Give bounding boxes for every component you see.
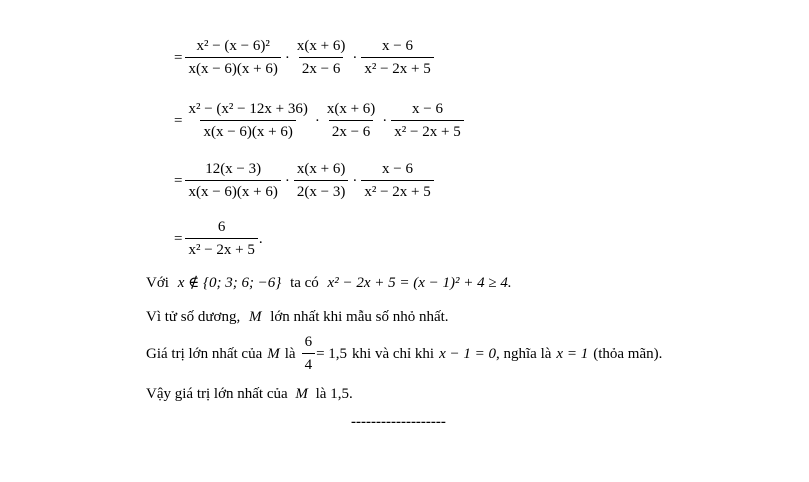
equation-step-1 — [174, 37, 435, 78]
fraction-numerator: x − 6 — [382, 161, 414, 177]
fraction-denominator: 4 — [302, 353, 316, 374]
text-satisfied: (thỏa mãn). — [593, 345, 663, 362]
math-var-m: M — [248, 309, 262, 325]
text-line-max — [146, 333, 662, 374]
fraction-numerator: x − 6 — [412, 101, 443, 117]
text-conclusion: Vậy giá trị lớn nhất của — [146, 386, 288, 402]
equals-sign: = — [174, 112, 183, 129]
fraction-2 — [294, 160, 348, 201]
fraction-1 — [185, 100, 310, 141]
fraction-result — [185, 218, 257, 259]
fraction-3 — [361, 37, 433, 78]
fraction-denominator: x² − 2x + 5 — [391, 120, 463, 141]
fraction-numerator: x(x + 6) — [326, 101, 376, 117]
fraction-numerator: 12(x − 3) — [205, 161, 262, 177]
period: . — [258, 230, 263, 247]
equals-sign: = — [174, 49, 183, 66]
text-line-condition — [146, 273, 512, 293]
equals-sign: = — [174, 230, 183, 247]
math-condition: x ∉ {0; 3; 6; −6} — [177, 275, 282, 291]
fraction-3 — [361, 160, 433, 201]
text-with: Với — [146, 275, 169, 291]
fraction-denominator: x² − 2x + 5 — [361, 180, 433, 201]
multiply-dot: · — [352, 172, 358, 189]
math-value: = 1,5 — [316, 345, 348, 362]
text-we-have: ta có — [290, 275, 319, 291]
fraction-numerator: x(x + 6) — [296, 161, 346, 177]
text-max-of: Giá trị lớn nhất của — [146, 345, 263, 362]
fraction-numerator: x² − (x² − 12x + 36) — [188, 101, 308, 117]
fraction-1 — [185, 37, 280, 78]
fraction-denominator: 2x − 6 — [299, 57, 343, 78]
text-iff: khi và chỉ khi — [352, 345, 435, 362]
fraction-denominator: x² − 2x + 5 — [361, 57, 433, 78]
math-condition: x − 1 = 0 — [439, 345, 497, 362]
fraction-numerator: 6 — [217, 219, 226, 235]
math-solution: x = 1 — [556, 345, 589, 362]
fraction-six-fourths — [302, 333, 316, 374]
fraction-numerator: 6 — [304, 334, 313, 350]
fraction-denominator: x² − 2x + 5 — [185, 238, 257, 259]
text-line-reason — [146, 307, 449, 327]
text-value: là 1,5. — [315, 386, 353, 402]
math-var-m: M — [267, 345, 280, 362]
fraction-denominator: x(x − 6)(x + 6) — [185, 57, 280, 78]
separator-line: ------------------- — [351, 414, 446, 430]
fraction-denominator: x(x − 6)(x + 6) — [185, 180, 280, 201]
fraction-1 — [185, 160, 280, 201]
multiply-dot: · — [284, 172, 290, 189]
fraction-denominator: x(x − 6)(x + 6) — [200, 120, 295, 141]
fraction-denominator: 2x − 6 — [329, 120, 373, 141]
fraction-numerator: x − 6 — [382, 38, 414, 54]
fraction-2 — [294, 37, 348, 78]
fraction-numerator: x² − (x − 6)² — [196, 38, 270, 54]
text-largest-when: lớn nhất khi mẫu số nhỏ nhất. — [270, 309, 449, 325]
fraction-numerator: x(x + 6) — [296, 38, 346, 54]
fraction-denominator: 2(x − 3) — [294, 180, 348, 201]
equation-step-2 — [174, 100, 465, 141]
fraction-3 — [391, 100, 463, 141]
multiply-dot: · — [382, 112, 388, 129]
fraction-2 — [324, 100, 378, 141]
math-inequality: x² − 2x + 5 = (x − 1)² + 4 ≥ 4. — [327, 275, 512, 291]
text-is: là — [284, 345, 296, 362]
text-line-conclusion — [146, 384, 353, 404]
equation-step-3 — [174, 160, 435, 201]
multiply-dot: · — [352, 49, 358, 66]
equation-step-4 — [174, 218, 263, 259]
multiply-dot: · — [314, 112, 320, 129]
equals-sign: = — [174, 172, 183, 189]
text-because: Vì tử số dương, — [146, 309, 241, 325]
multiply-dot: · — [284, 49, 290, 66]
text-meaning: , nghĩa là — [496, 345, 552, 362]
math-var-m: M — [295, 386, 308, 402]
